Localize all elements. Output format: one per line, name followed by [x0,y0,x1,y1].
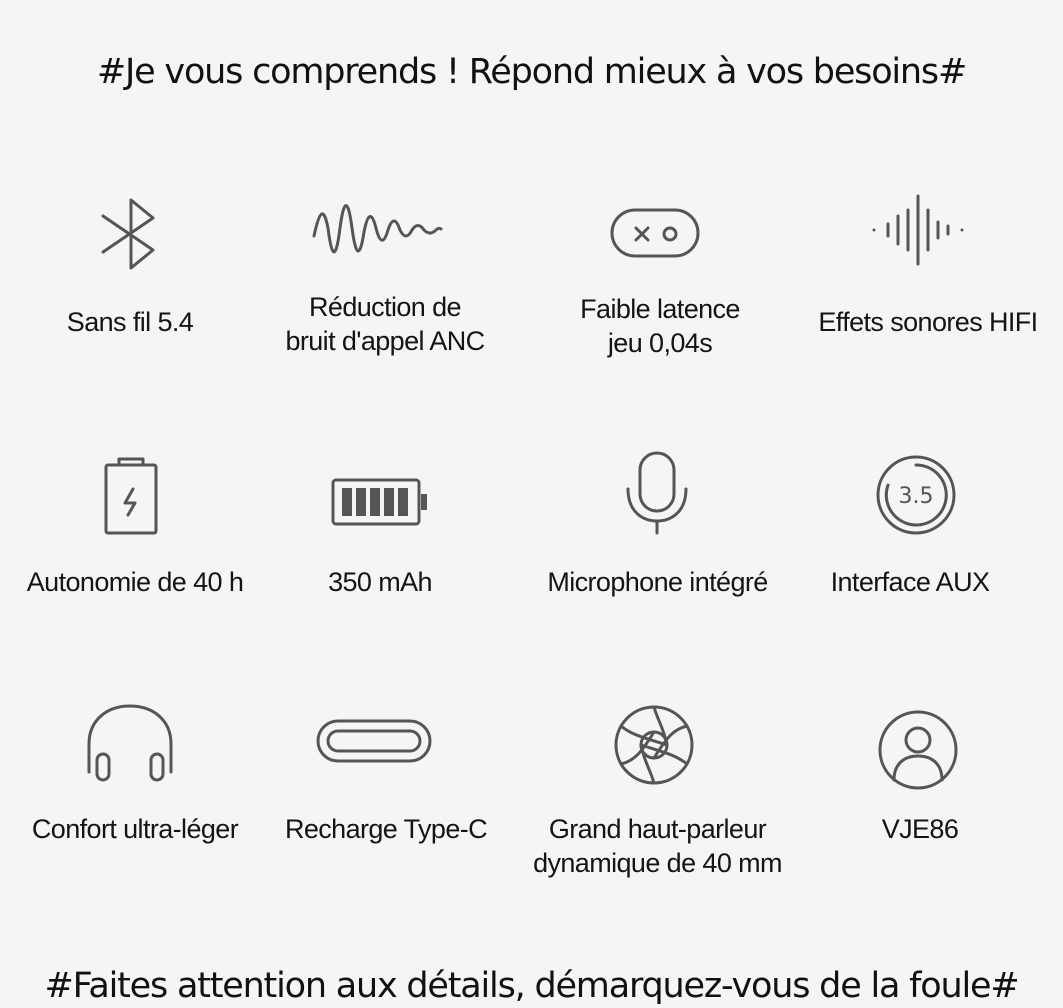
feature-aux [810,445,1010,605]
speaker-aperture-icon [612,703,696,787]
feature-anc [260,180,510,370]
feature-battery-life [5,445,265,605]
feature-label: 350 mAh [328,567,432,597]
usb-c-port-icon [315,718,435,764]
aux-jack-icon [874,453,958,537]
feature-capacity [290,445,470,605]
feature-low-latency [550,180,770,370]
feature-label: Microphone intégré [547,567,768,597]
svg-text:3.5: 3.5 [898,484,934,509]
feature-label: Sans fil 5.4 [66,307,194,337]
feature-label: Recharge Type-C [284,814,488,844]
bluetooth-icon [95,194,165,274]
feature-wireless [40,180,220,360]
user-profile-icon [876,708,960,792]
feature-label: Interface AUX [830,567,990,597]
feature-label: Effets sonores HIFI [818,307,1038,337]
feature-label: Confort ultra-léger [31,814,239,844]
top-headline: #Je vous comprends ! Répond mieux à vos besoins# [96,52,967,92]
feature-label: Autonomie de 40 h [26,567,244,597]
feature-speaker [510,700,805,890]
feature-microphone [520,445,795,605]
feature-model [830,700,1010,860]
microphone-icon [624,449,690,535]
feature-hifi [800,180,1056,360]
battery-full-icon [330,477,430,527]
feature-label: VJE86 [881,814,959,844]
feature-label: Grand haut-parleur dynamique de 40 mm [533,814,782,878]
sound-wave-icon [868,194,970,266]
feature-label: Réduction de bruit d'appel ANC [285,292,485,356]
feature-comfort [5,700,265,860]
noise-wave-icon [310,198,445,268]
bottom-headline: #Faites attention aux détails, démarquez-vous de la foule# [44,966,1019,1006]
gamepad-icon [608,204,704,262]
headphones-icon [85,702,175,788]
feature-type-c [270,700,502,860]
feature-label: Faible latence jeu 0,04s [580,294,740,358]
battery-charging-icon [103,453,159,535]
